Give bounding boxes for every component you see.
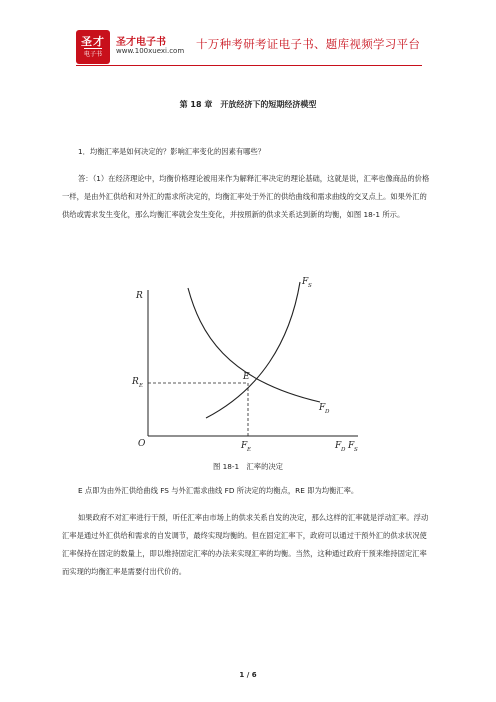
re-label: R xyxy=(132,377,139,387)
origin-label: O xyxy=(138,439,146,449)
y-axis-label: R xyxy=(136,291,143,301)
demand-label: F xyxy=(319,403,326,413)
equilibrium-explanation: E 点即为由外汇供给曲线 FS 与外汇需求曲线 FD 所决定的均衡点，RE 即为均衡汇率。 xyxy=(78,486,359,495)
exchange-rate-chart xyxy=(130,272,366,458)
header-divider xyxy=(76,65,422,66)
equilibrium-label: E xyxy=(243,372,250,382)
brand-logo xyxy=(76,30,110,64)
answer-paragraph: 答：（1）在经济理论中，均衡价格理论被用来作为解释汇率决定的理论基础，这就是说，汇率也像商品的价格一样，是由外汇供给和对外汇的需求所决定的，均衡汇率处于外汇的供给曲线和需求曲线的交叉点上。如果外汇的供给或需求发生变化，那么均衡汇率就会发生变化，并按照新的供求关系达到新的均衡，如图 18-1 所示。 xyxy=(62,174,430,219)
brand-name: 圣才电子书 xyxy=(116,37,166,48)
page-header xyxy=(0,0,496,60)
question-text: 1．均衡汇率是如何决定的？影响汇率变化的因素有哪些？ xyxy=(78,147,266,156)
floating-rate-paragraph: 如果政府不对汇率进行干预，听任汇率由市场上的供求关系自发的决定，那么这样的汇率就是浮动汇率。浮动汇率是通过外汇供给和需求的自发调节，最终实现均衡的。但在固定汇率下，政府可以通过干预外汇的供求状况使汇率保持在固定的数量上，即以维持固定汇率的办法来实现汇率的均衡。当然，这种通过政府干预来维持固定汇率而实现的均衡汇率是需要付出代价的。 xyxy=(62,513,429,576)
page-number: 1 / 6 xyxy=(239,671,257,679)
brand-url: www.100xuexi.com xyxy=(116,47,185,55)
x-axis-label-sub: D xyxy=(341,447,346,453)
demand-curve xyxy=(188,288,320,402)
fe-label-sub: E xyxy=(247,447,252,453)
x-axis-label: F xyxy=(335,441,342,451)
header-slogan: 十万种考研考证电子书、题库视频学习平台 xyxy=(196,37,421,51)
logo-main-text: 圣才 xyxy=(81,34,105,48)
chapter-title: 第 18 章 开放经济下的短期经济模型 xyxy=(179,100,317,109)
re-label-sub: E xyxy=(139,383,144,389)
fe-label: F xyxy=(241,441,248,451)
x-axis-label-second-sub: S xyxy=(354,447,358,453)
supply-label-sub: S xyxy=(308,283,312,289)
figure-caption: 图 18-1 汇率的决定 xyxy=(213,462,283,471)
logo-sub-text: 电子书 xyxy=(84,48,102,59)
x-axis-label-second: F xyxy=(348,441,355,451)
demand-label-sub: D xyxy=(325,409,330,415)
supply-label: F xyxy=(302,277,309,287)
